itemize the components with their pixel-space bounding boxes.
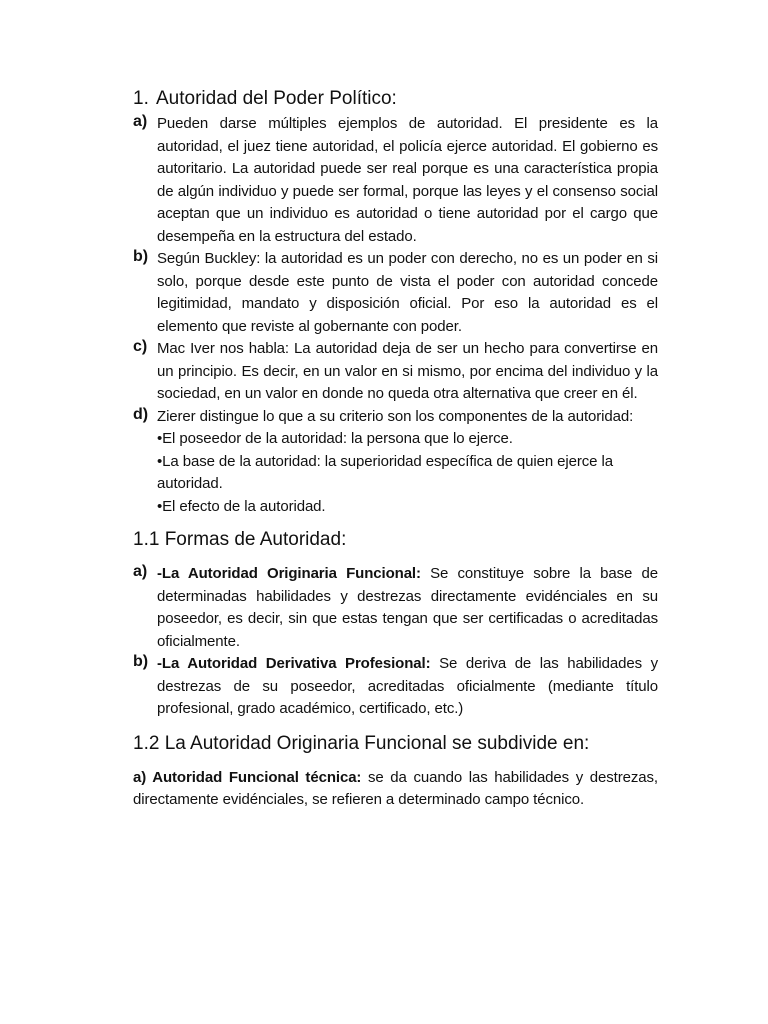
list-marker: b) [133,653,149,670]
list-marker: d) [133,405,149,423]
document-content [133,86,658,812]
component-item: •La base de la autoridad: la superioridad específica de quien ejerce la autoridad. [157,452,613,492]
list-item-text: Mac Iver nos habla: La autoridad deja de ser un hecho para convertirse en un principio. Es decir, en un valor en si mismo, por encima del individuo y la sociedad, en un valor en donde no queda otra alternativa que creer en él. [157,340,658,402]
list-item-1-1b [133,653,658,721]
list-item-1c [133,338,658,406]
term-label: a) Autoridad Funcional técnica: [133,768,362,786]
component-item: •El efecto de la autoridad. [157,497,326,515]
section-1-1-heading: 1.1 Formas de Autoridad: [133,529,347,550]
term-label: -La Autoridad Originaria Funcional: [157,565,421,582]
list-item-text [157,653,658,721]
list-item-1d [133,406,658,429]
list-marker: b) [133,248,149,265]
term-description: se da cuando las habilidades y destrezas, directamente evidénciales, se refieren a determinado campo técnico. [133,768,658,808]
list-item-text: Según Buckley: la autoridad es un poder con derecho, no es un poder en si solo, porque desde este punto de vista el poder con autoridad concede legitimidad, mandato y disposición oficial. Por eso la autoridad es el elemento que reviste al gobernante con poder. [157,250,658,335]
term-label: -La Autoridad Derivativa Profesional: [157,655,431,672]
list-marker: a) [133,113,148,130]
component-item: •El poseedor de la autoridad: la persona que lo ejerce. [157,430,513,447]
list-item-1b [133,248,658,338]
list-item-1-1a [133,563,658,653]
list-item-text [157,563,658,653]
term-description: Se constituye sobre la base de determinadas habilidades y destrezas directamente evidénciales en su poseedor, es decir, sin que estas tengan que ser certificadas o acreditadas oficialmente. [157,565,658,650]
list-item-text: Pueden darse múltiples ejemplos de autoridad. El presidente es la autoridad, el juez tiene autoridad, el policía ejerce autoridad. El gobierno es autoritario. La autoridad puede ser real porque es una característica propia de algún individuo y puede ser formal, porque las leyes y el consenso social aceptan que un individuo es autoridad o tiene autoridad por el cargo que desempeña en la estructura del estado. [157,115,658,245]
list-marker: c) [133,338,148,355]
section-1-heading [133,86,658,112]
section-1-2-paragraph [133,767,658,812]
list-item-1a [133,113,658,248]
list-item-text: Zierer distingue lo que a su criterio son los componentes de la autoridad: [157,407,634,425]
term-description: Se deriva de las habilidades y destrezas de su poseedor, acreditadas oficialmente (mediante título profesional, grado académico, certificado, etc.) [157,655,658,717]
section-1-2-heading: 1.2 La Autoridad Originaria Funcional se subdivide en: [133,732,590,754]
section-1-title: Autoridad del Poder Político: [156,88,397,109]
list-marker: a) [133,563,148,580]
section-1-number: 1. [133,88,149,109]
